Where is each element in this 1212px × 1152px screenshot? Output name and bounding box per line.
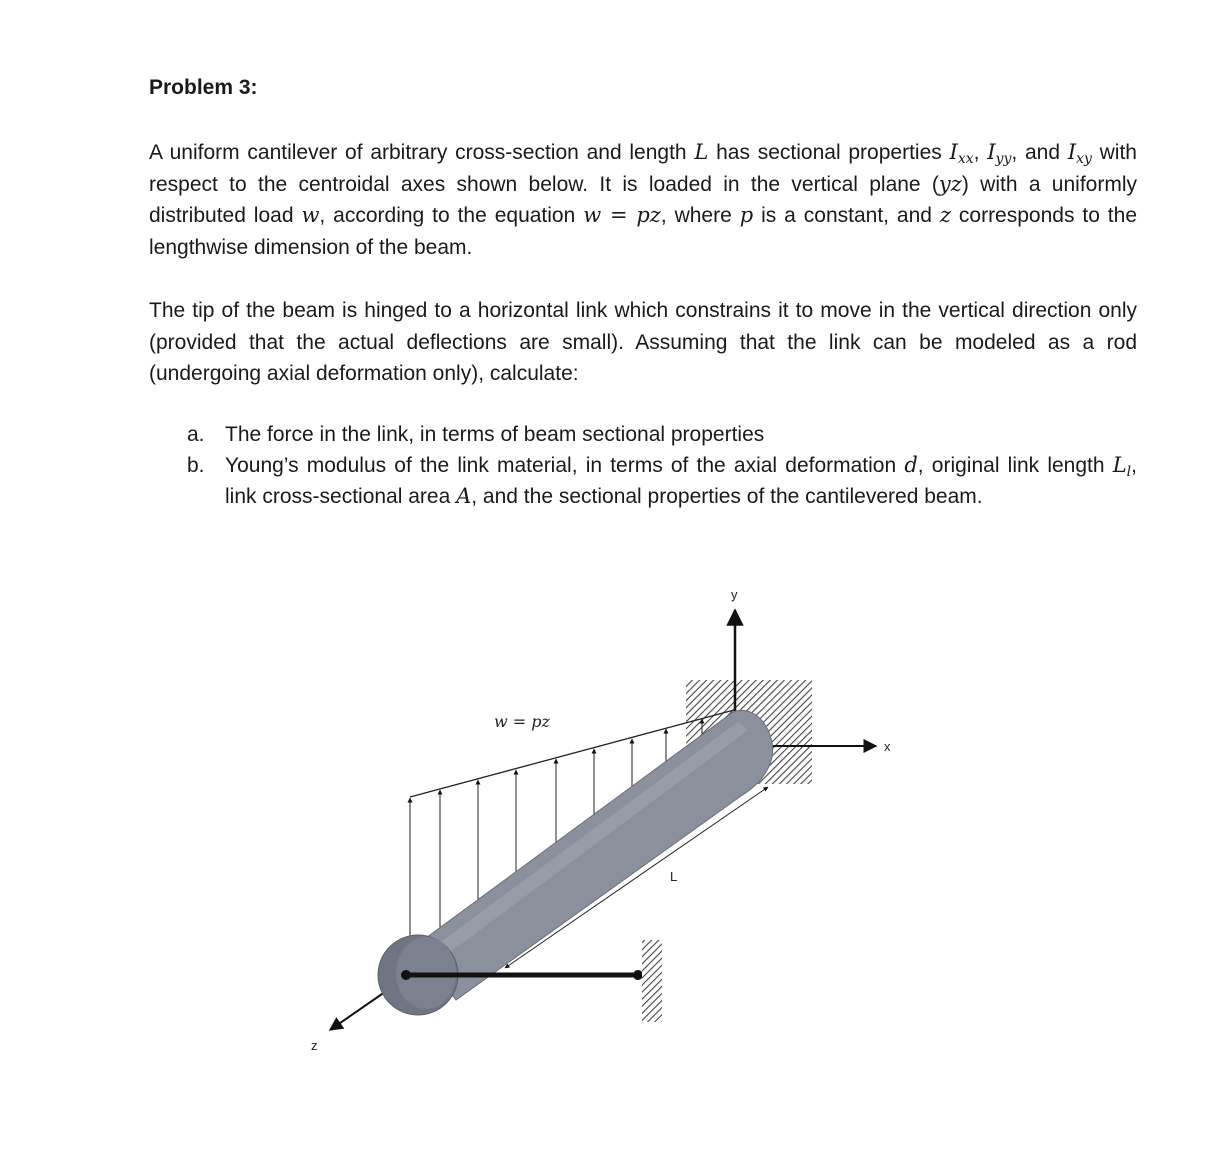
var-Ixx: $I_{xx}$	[949, 140, 974, 167]
z-axis-label: z	[311, 1038, 318, 1053]
var-p: p	[739, 203, 754, 227]
problem-statement-paragraph: A uniform cantilever of arbitrary cross-section and length L has sectional properties $I_{xx}$, $I_{yy}$, and $I_{xy}$ with respect to the centroidal axes shown below. It is loaded in the vertical plane (yz) with a uniformly distributed load w, according to the equation w = pz, where p is a constant, and z corresponds to the lengthwise dimension of the beam.	[149, 140, 1138, 259]
var-yz: yz	[938, 171, 962, 196]
var-z: z	[939, 203, 951, 227]
link-hinge-beam	[401, 970, 411, 980]
var-Ixy: $I_{xy}$	[1067, 140, 1092, 167]
var-d: d	[904, 453, 918, 477]
y-axis-label: y	[731, 587, 738, 602]
var-A: A	[456, 484, 472, 508]
question-b: b. Young’s modulus of the link material, in terms of the axial deformation d, original link length $L_l$, link cross-sectional area A, and the sectional properties of the cantilevered beam.	[149, 450, 1137, 512]
link-hinge-wall	[633, 970, 643, 980]
x-axis-label: x	[884, 739, 891, 754]
link-wall-hatch	[642, 940, 662, 1022]
question-a-marker: a.	[187, 423, 205, 446]
problem-title: Problem 3:	[149, 76, 258, 99]
question-a-text: The force in the link, in terms of beam sectional properties	[225, 423, 765, 446]
var-Ll: $L_l$	[1112, 453, 1132, 480]
var-L: L	[694, 140, 709, 164]
load-label: w = pz	[494, 712, 550, 731]
question-b-marker: b.	[187, 454, 205, 477]
var-w: w	[301, 203, 320, 227]
var-Iyy: $I_{yy}$	[987, 140, 1012, 167]
load-equation: w = pz	[583, 203, 661, 227]
link-description-paragraph: The tip of the beam is hinged to a horizontal link which constrains it to move in the vertical direction only (provided that the actual deflections are small). Assuming that the link can be modeled as a rod (undergoing axial deformation only), calculate:	[149, 299, 1137, 385]
length-label: L	[670, 869, 678, 884]
